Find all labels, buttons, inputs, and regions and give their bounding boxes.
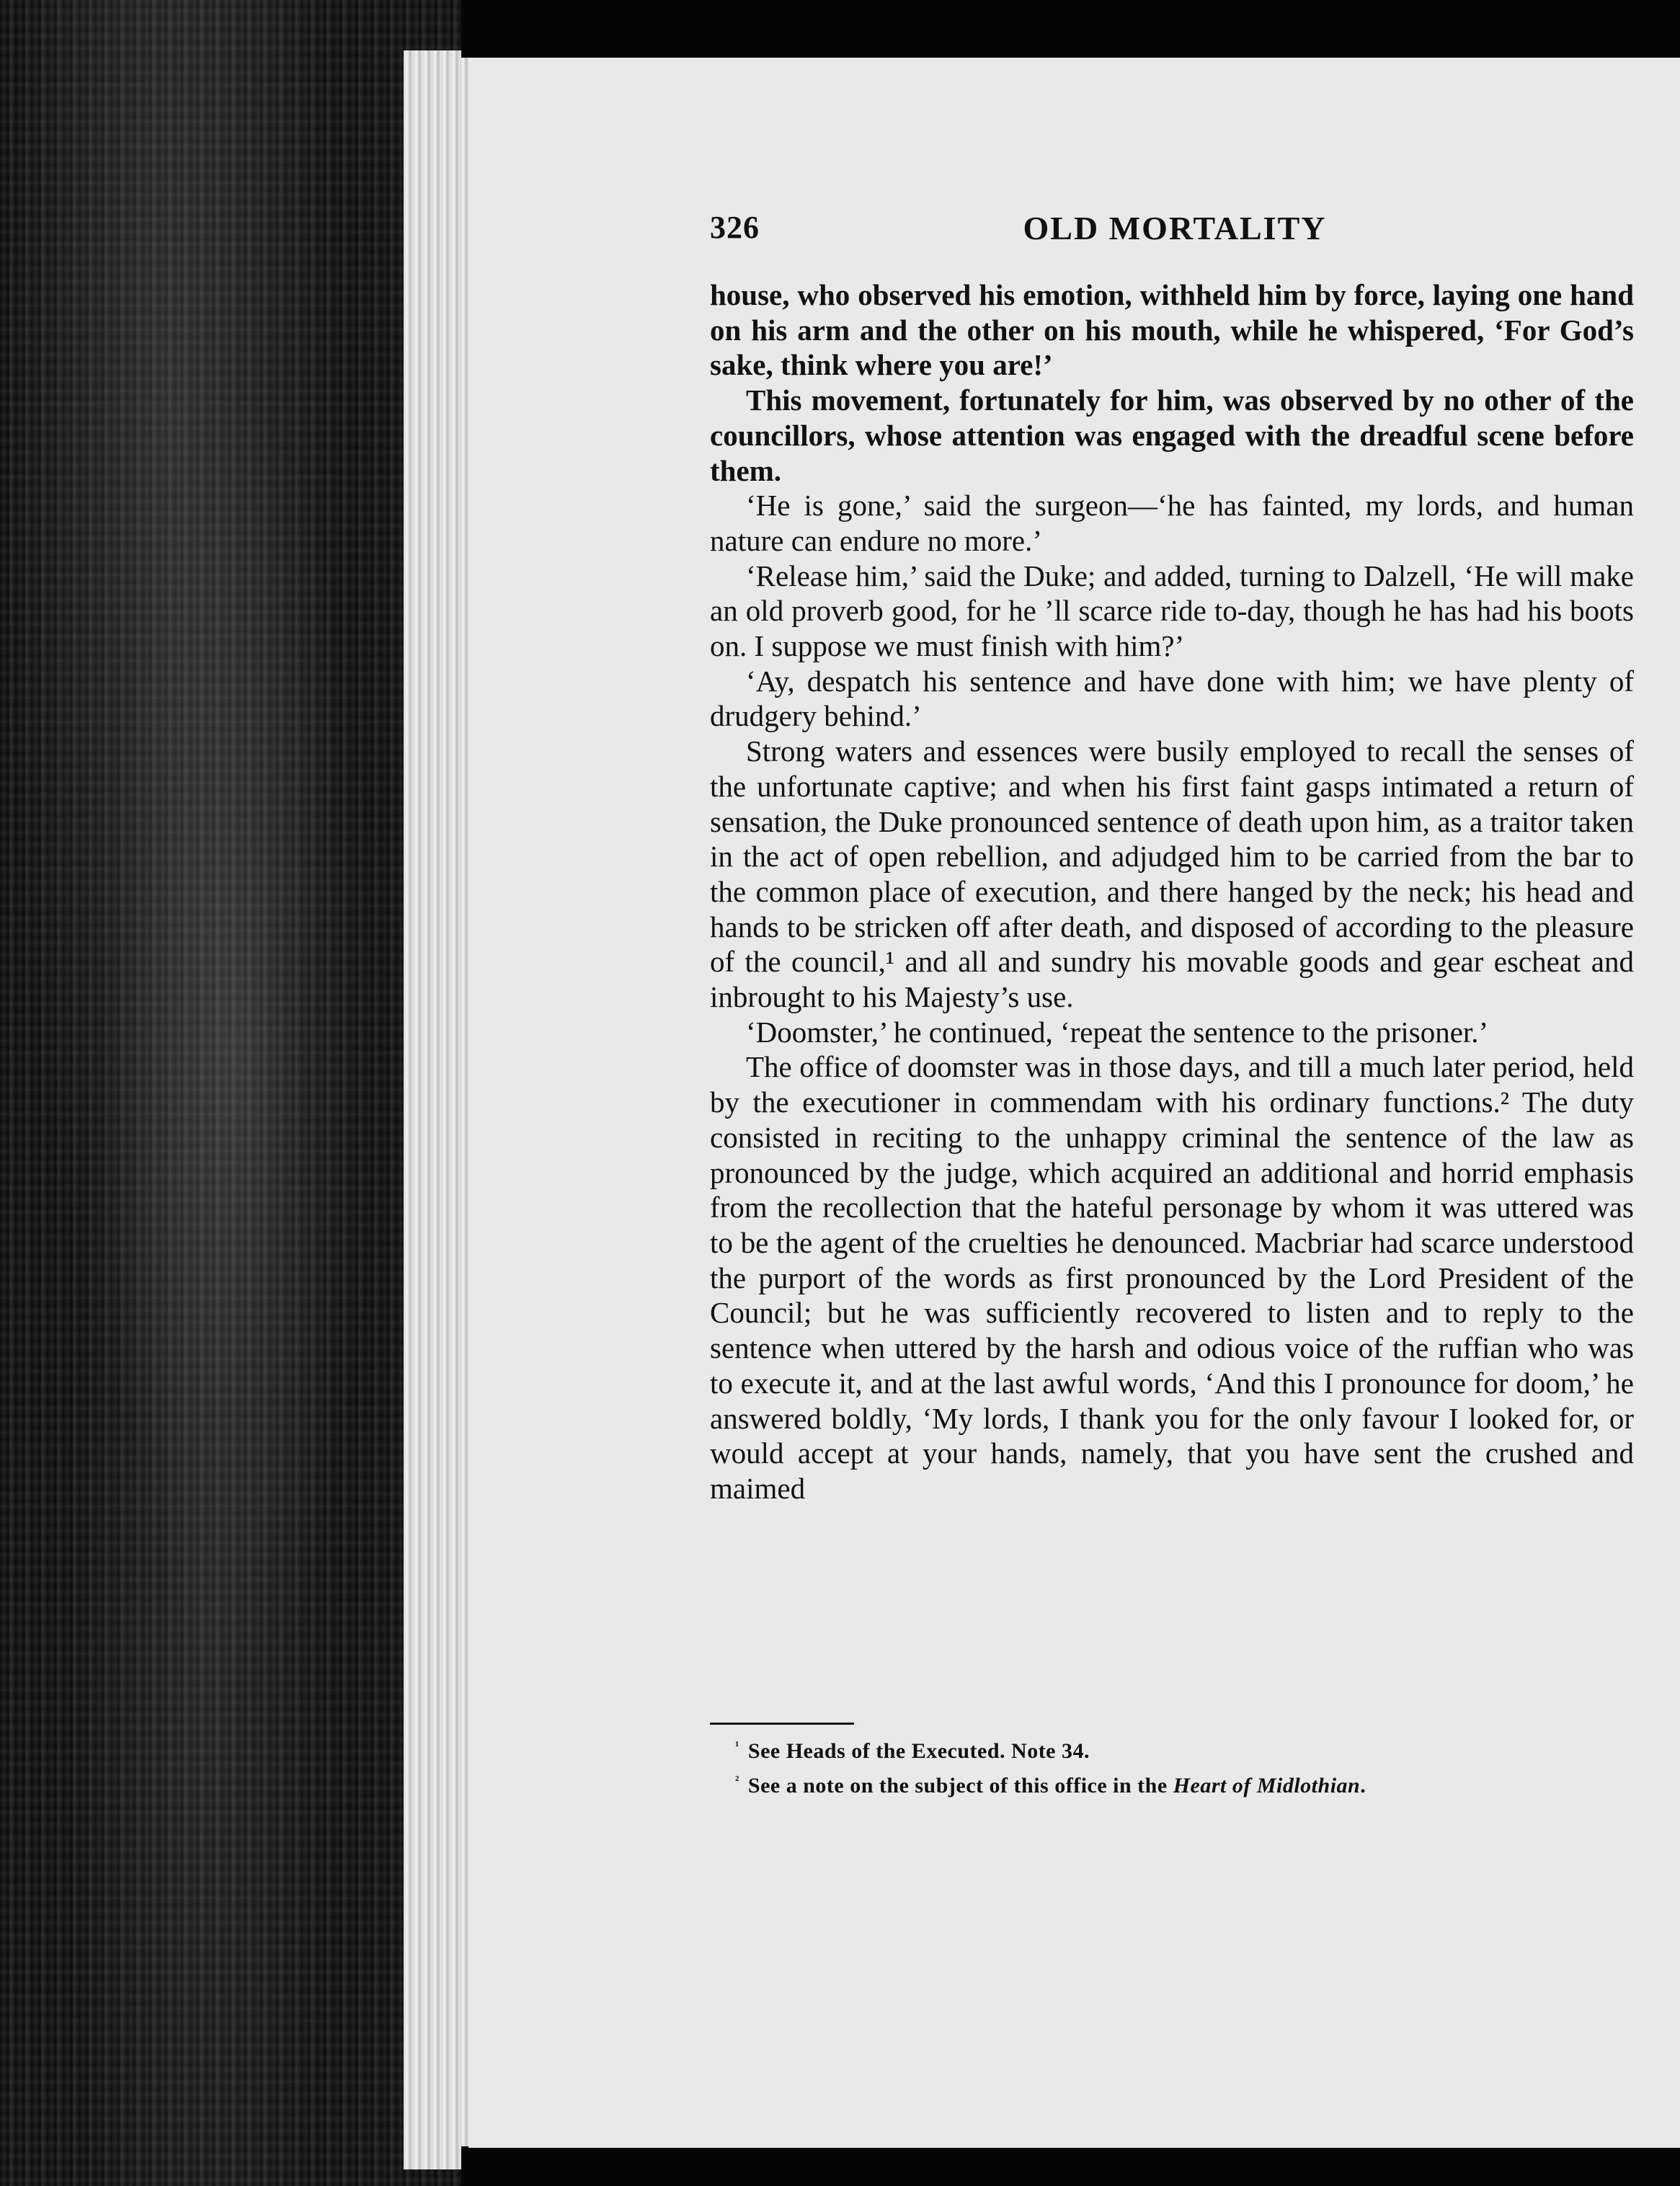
paragraph: house, who observed his emotion, withheld him by force, laying one hand on his arm and the other on his mouth, while he whispered, ‘For God’s sake, think where you are!’: [710, 278, 1634, 382]
paragraph: ‘Release him,’ said the Duke; and added, turning to Dalzell, ‘He will make an old proverb good, for he ’ll scarce ride to-day, though he has had his boots on. I suppose we must finish with him?’: [710, 559, 1634, 663]
page-number: 326: [710, 210, 760, 245]
paragraph: ‘Doomster,’ he continued, ‘repeat the sentence to the prisoner.’: [746, 1015, 1489, 1049]
paragraph: The office of doomster was in those days, and till a much later period, held by the executioner in commendam with his ordinary functions.² The duty consisted in reciting to the unhappy criminal the sentence of the law as pronounced by the judge, which acquired an additional and horrid emphasis from the recollection that the hateful personage by whom it was uttered was to be the agent of the cruelties he denounced. Macbriar had scarce understood the purport of the words as first pronounced by the Lord President of the Council; but he was sufficiently recovered to listen and to reply to the sentence when uttered by the harsh and odious voice of the ruffian who was to execute it, and at the last awful words, ‘And this I pronounce for doom,’ he answered boldly, ‘My lords, I thank you for the only favour I looked for, or would accept at your hands, namely, that you have sent the crushed and maimed: [710, 1050, 1634, 1505]
footnotes: [735, 1731, 1636, 1800]
footnote: [735, 1731, 1636, 1766]
footnote-text: See a note on the subject of this office in the: [747, 1774, 1173, 1798]
paragraph: Strong waters and essences were busily employed to recall the senses of the unfortunate captive; and when his first faint gasps intimated a return of sensation, the Duke pronounced sentence of death upon him, as a traitor taken in the act of open rebellion, and adjudged him to be carried from the bar to the common place of execution, and there hanged by the neck; his head and hands to be stricken off after death, and disposed of according to the pleasure of the council,¹ and all and sundry his movable goods and gear escheat and inbrought to his Majesty’s use.: [710, 734, 1634, 1014]
footnote-mark: ²: [735, 1773, 739, 1787]
scan-border-top: [461, 0, 1680, 58]
footnote-text-end: .: [1360, 1774, 1366, 1798]
footnote-divider: [710, 1723, 854, 1725]
footnote-mark: ¹: [735, 1738, 739, 1753]
paragraph: This movement, fortunately for him, was observed by no other of the councillors, whose attention was engaged with the dreadful scene before them.: [710, 383, 1634, 487]
page-header: [710, 209, 1640, 252]
page-edges: [404, 50, 473, 2169]
running-title: OLD MORTALITY: [1023, 210, 1327, 246]
book-spine-gutter: [0, 0, 461, 2186]
footnote-book-title: Heart of Midlothian: [1173, 1774, 1361, 1798]
scan-border-bottom: [461, 2146, 1680, 2186]
footnote: [735, 1766, 1636, 1800]
body-text: [710, 277, 1634, 1506]
footnote-text: See Heads of the Executed. Note 34.: [747, 1739, 1090, 1763]
paragraph: ‘Ay, despatch his sentence and have done with him; we have plenty of drudgery behind.’: [710, 664, 1634, 733]
paragraph: ‘He is gone,’ said the surgeon—‘he has fainted, my lords, and human nature can endure no more.’: [710, 489, 1634, 557]
